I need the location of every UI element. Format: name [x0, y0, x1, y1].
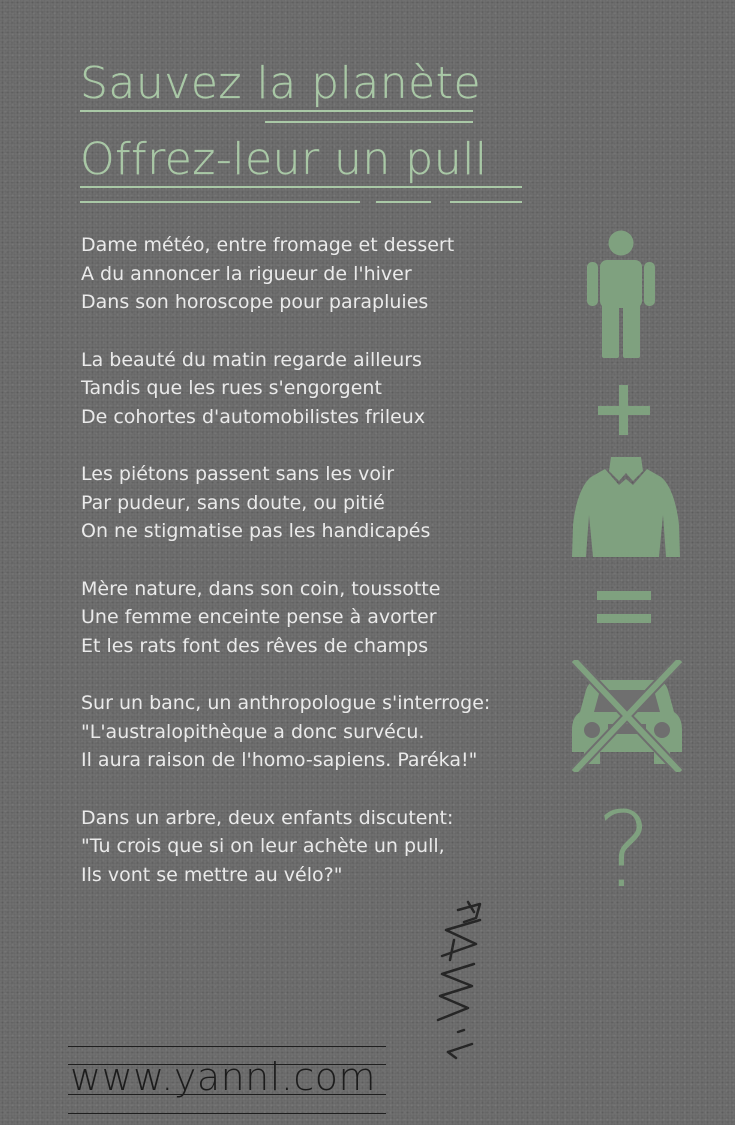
poem-line: On ne stigmatise pas les handicapés	[81, 520, 431, 542]
poem-line: Les piétons passent sans les voir	[81, 463, 395, 485]
poem-line: Une femme enceinte pense à avorter	[81, 606, 437, 628]
poem-line: A du annoncer la rigueur de l'hiver	[81, 262, 412, 285]
title-rule	[80, 110, 473, 112]
stanza	[81, 689, 551, 775]
stanza	[81, 231, 551, 317]
plus-icon	[598, 385, 650, 435]
poem-line: Et les rats font des rêves de champs	[81, 634, 429, 657]
equals-icon	[597, 591, 651, 623]
poem-line: "Tu crois que si on leur achète un pull,	[81, 835, 445, 857]
website-url[interactable]: www.yannl.com	[70, 1055, 377, 1099]
poem-line: Dans son horoscope pour parapluies	[81, 291, 429, 313]
footer-rule	[68, 1046, 386, 1047]
footer-rule	[68, 1113, 386, 1114]
poem-line: Mère nature, dans son coin, toussotte	[81, 577, 441, 600]
stanza	[81, 575, 551, 661]
poem-line: De cohortes d'automobilistes frileux	[81, 405, 426, 428]
poem-line: Dame météo, entre fromage et dessert	[81, 234, 455, 256]
poem-line: Sur un banc, un anthropologue s'interroge:	[81, 692, 491, 714]
title-rule	[265, 121, 473, 123]
title-rule	[450, 201, 522, 203]
title-line-2: Offrez-leur un pull	[80, 134, 488, 185]
title-rule	[80, 186, 522, 188]
stanza	[81, 460, 551, 546]
stanza	[81, 346, 551, 432]
title-rule	[376, 201, 431, 203]
poem-line: La beauté du matin regarde ailleurs	[81, 348, 422, 371]
title-line-1: Sauvez la planète	[80, 58, 482, 109]
person-icon	[586, 230, 656, 358]
poem-line: Par pudeur, sans doute, ou pitié	[81, 491, 385, 514]
pullover-icon	[571, 455, 681, 560]
poem-line: Dans un arbre, deux enfants discutent:	[81, 806, 454, 829]
poem-line: "L'australopithèque a donc survécu.	[81, 720, 425, 743]
poem-line: Ils vont se mettre au vélo?"	[81, 863, 343, 886]
poem-line: Tandis que les rues s'engorgent	[81, 377, 382, 399]
poem-line: Il aura raison de l'homo-sapiens. Paréka!"	[81, 749, 478, 771]
title-rule	[80, 201, 360, 203]
footer-rule	[68, 1094, 386, 1095]
signature	[428, 900, 498, 1060]
stanza	[81, 804, 551, 890]
poem	[81, 231, 551, 918]
question-mark-text: ?	[596, 800, 652, 892]
question-mark	[594, 800, 654, 892]
crossed-car-icon	[570, 660, 684, 772]
